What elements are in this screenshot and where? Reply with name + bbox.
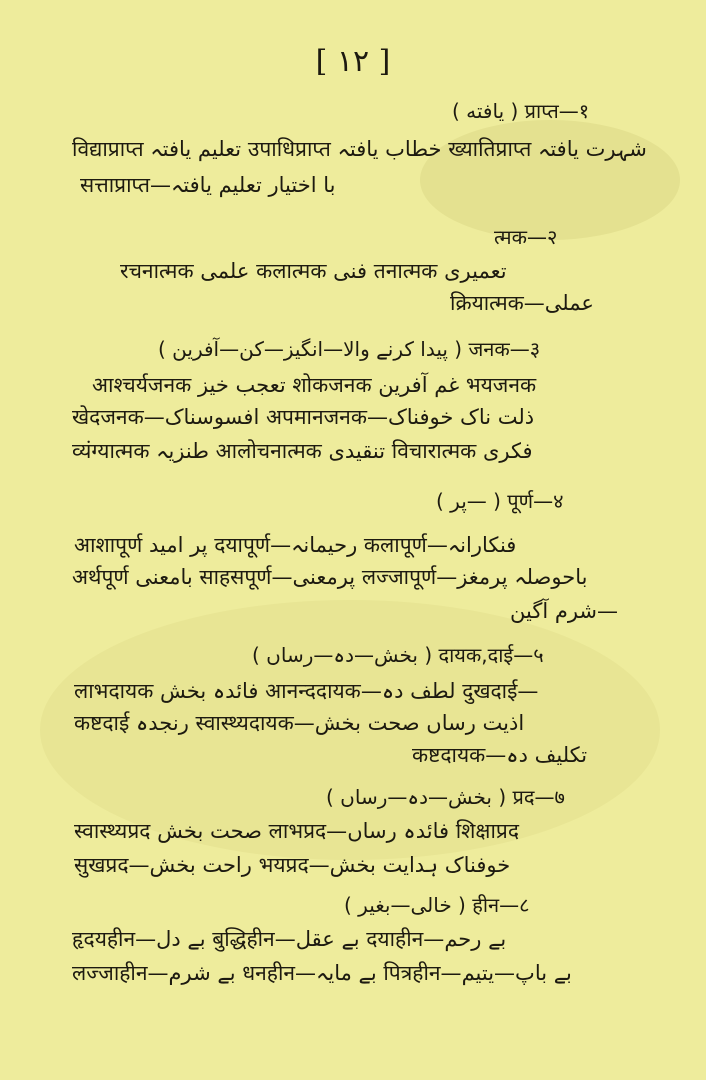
section-3-line-1: आश्चर्यजनक تعجب خیز शोकजनक غم آفرین भयजनक bbox=[92, 373, 537, 397]
section-1-line-2: सत्ताप्राप्त—با اختیار تعلیم یافتہ bbox=[80, 173, 336, 197]
section-2-line-2: क्रियात्मक—عملی bbox=[450, 291, 594, 315]
section-3-line-3: व्यंग्यात्मक طنزیہ आलोचनात्मक تنقیدی विचारात्मक فکری bbox=[72, 439, 533, 463]
section-1-heading: ( یافته ) प्राप्त—१ bbox=[452, 99, 590, 123]
section-5-line-1: लाभदायक فائدہ بخش आनन्ददायक—لطف دہ दुखदाई— bbox=[74, 679, 539, 703]
section-4-line-3: شرم آگین— bbox=[510, 599, 619, 623]
section-4-heading: ( پر— ) पूर्ण—४ bbox=[436, 489, 564, 513]
section-5-heading: ( بخش—دہ—رساں ) दायक,दाई—५ bbox=[252, 643, 544, 667]
section-4-line-2: अर्थपूर्ण بامعنی साहसपूर्ण—پرمعنی लज्जापूर्ण—باحوصلہ پرمغز bbox=[72, 565, 588, 589]
section-5-line-3: कष्टदायक—تکلیف دہ bbox=[412, 743, 588, 767]
section-3-line-2: खेदजनक—افسوسناک अपमानजनक—ذلت ناک خوفناک bbox=[72, 405, 535, 429]
section-4-line-1: आशापूर्ण پر امید दयापूर्ण—رحیمانہ कलापूर्ण—فنکارانہ bbox=[74, 533, 517, 557]
section-7-line-2: सुखप्रद—راحت بخش भयप्रद—خوفناک ہدایت بخش bbox=[74, 853, 511, 877]
section-8-line-1: हृदयहीन—بے دل बुद्धिहीन—بے عقل दयाहीन—بے رحم bbox=[72, 927, 507, 951]
section-3-heading: ( پیدا کرنے والا—انگیز—کن—آفرین ) जनक—३ bbox=[158, 337, 541, 361]
section-2-line-1: रचनात्मक علمی कलात्मक فنی तनात्मक تعمیری bbox=[120, 259, 507, 283]
page-number: [ ١٢ ] bbox=[315, 44, 391, 79]
section-7-heading: ( بخش—دہ—رساں ) प्रद—७ bbox=[326, 785, 565, 809]
section-7-line-1: स्वास्थ्यप्रद صحت بخش लाभप्रद—فائدہ رساں शिक्षाप्रद bbox=[74, 819, 520, 843]
section-8-heading: ( خالی—بغیر ) हीन—८ bbox=[344, 893, 530, 917]
section-2-heading: त्मक—२ bbox=[494, 225, 558, 249]
section-5-line-2: कष्टदाई رنجدہ स्वास्थ्यदायक—اذیت رساں صحت بخش bbox=[74, 711, 525, 735]
section-1-line-1: विद्याप्राप्त تعلیم یافتہ उपाधिप्राप्त خطاب یافتہ ख्यातिप्राप्त شہرت یافتہ bbox=[72, 137, 647, 161]
section-8-line-2: लज्जाहीन—بے شرم धनहीन—بے مایہ पित्रहीन—بے باپ—یتیم bbox=[72, 961, 572, 985]
